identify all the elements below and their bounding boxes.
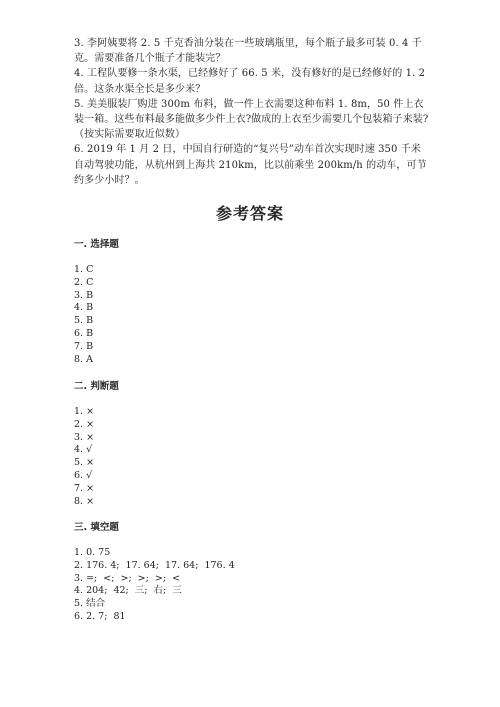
answer-item: 4. √ bbox=[74, 444, 93, 456]
answer-item: 2. C bbox=[74, 276, 94, 288]
answer-item: 5. × bbox=[74, 457, 95, 469]
word-problems bbox=[74, 36, 430, 188]
problem-3: 3. 李阿姨要将 2. 5 千克香油分装在一些玻璃瓶里，每个瓶子最多可装 0. 4 千克。需要准备几个瓶子才能装完？ bbox=[74, 38, 422, 65]
answer-item: 6. 2. 7; 81 bbox=[74, 610, 126, 622]
section-heading: 一. 选择题 bbox=[74, 239, 119, 250]
section-multiple-choice bbox=[74, 236, 434, 366]
answer-item: 2. 176. 4; 17. 64; 17. 64; 176. 4 bbox=[74, 559, 235, 571]
answer-item: 3. B bbox=[74, 289, 94, 301]
answer-item: 7. × bbox=[74, 482, 95, 494]
answer-item: 1. × bbox=[74, 406, 95, 417]
section-heading: 二. 判断题 bbox=[74, 381, 119, 392]
answer-item: 5. B bbox=[74, 315, 94, 327]
answer-list bbox=[74, 547, 434, 624]
answer-list bbox=[74, 264, 434, 366]
answer-item: 5. 结合 bbox=[74, 598, 106, 610]
answer-item: 7. B bbox=[74, 340, 94, 352]
problem-6: 6. 2019 年 1 月 2 日，中国自行研造的“复兴号”动车首次实现时速 350 千米自动驾驶功能，从杭州到上海共 210km，比以前乘坐 200km/h 的动车，可节约多少小时？。 bbox=[74, 144, 427, 186]
section-true-false bbox=[74, 378, 434, 508]
answer-item: 3. × bbox=[74, 431, 95, 443]
answer-item: 4. B bbox=[74, 302, 94, 314]
answer-list bbox=[74, 406, 434, 508]
answer-item: 3. =; <; >; >; >; < bbox=[74, 572, 181, 584]
section-fill-in-blank bbox=[74, 519, 434, 624]
problem-4: 4. 工程队要修一条水渠，已经修好了 66. 5 米，没有修好的是已经修好的 1. 2 倍。这条水渠全长是多少米？ bbox=[74, 68, 426, 95]
answer-item: 6. B bbox=[74, 327, 94, 339]
answer-item: 1. 0. 75 bbox=[74, 547, 111, 558]
answer-item: 6. √ bbox=[74, 469, 93, 481]
answer-item: 2. × bbox=[74, 418, 95, 430]
answer-item: 4. 204; 42; 三; 右; 三 bbox=[74, 585, 182, 597]
answer-item: 8. × bbox=[74, 495, 95, 507]
section-heading: 三. 填空题 bbox=[74, 522, 119, 533]
answer-item: 1. C bbox=[74, 264, 94, 275]
answer-key-title: 参考答案 bbox=[215, 204, 284, 223]
answer-item: 8. A bbox=[74, 353, 93, 365]
problem-5: 5. 美美服装厂购进 300m 布料，做一件上衣需要这种布料 1. 8m，50 件上衣装一箱。这些布料最多能做多少件上衣?做成的上衣至少需要几个包装箱子来装?（按实际需要取近似数） bbox=[74, 98, 429, 141]
